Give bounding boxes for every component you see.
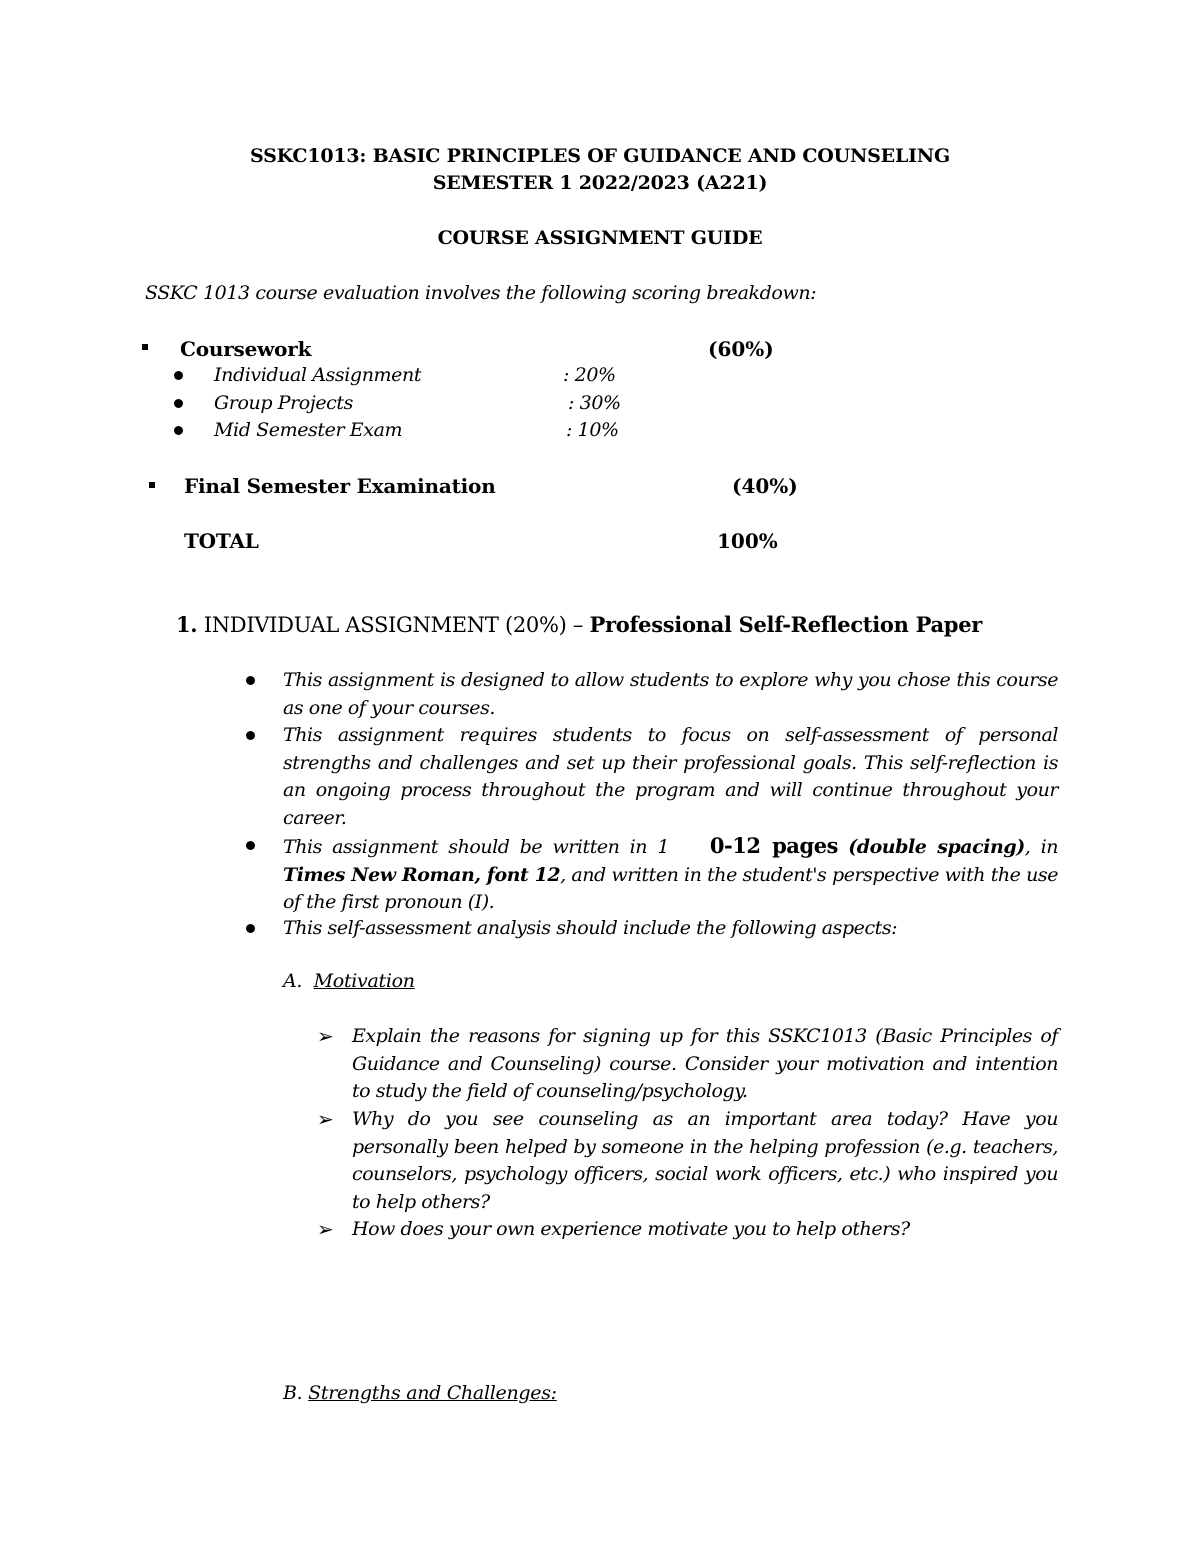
subsection-a-heading <box>283 970 415 992</box>
final-exam-percent: (40%) <box>732 474 798 498</box>
subsection-title: Motivation <box>313 970 415 992</box>
arrow-paragraph: How does your own experience motivate you to help others? <box>352 1218 910 1240</box>
dot-bullet-icon <box>246 731 255 740</box>
arrow-bullet-icon: ➢ <box>317 1107 334 1131</box>
intro-text: SSKC 1013 course evaluation involves the following scoring breakdown: <box>145 282 817 304</box>
square-bullet-icon <box>142 344 148 350</box>
final-exam-label: Final Semester Examination <box>184 474 496 498</box>
item-value: : 20% <box>563 364 616 386</box>
subsection-letter: A. <box>283 970 303 992</box>
section-heading <box>176 612 982 637</box>
total-label: TOTAL <box>184 529 259 553</box>
arrow-bullet-icon: ➢ <box>317 1217 334 1241</box>
section-number: 1. <box>176 612 198 637</box>
dot-bullet-icon <box>246 841 255 850</box>
square-bullet-icon <box>149 482 155 488</box>
dot-bullet-icon <box>246 924 255 933</box>
bullet-paragraph: This assignment requires students to focus on self-assessment of personal strengths and challenges and set up their professional goals. This self-reflection is an ongoing process throughout the program and will continue throughout your career. <box>283 724 1058 829</box>
semester-title: SEMESTER 1 2022/2023 (A221) <box>432 172 768 194</box>
b3-font: Times New Roman, font 12 <box>283 863 561 886</box>
b3-spacing: (double spacing) <box>848 836 1025 858</box>
course-title: SSKC1013: BASIC PRINCIPLES OF GUIDANCE AND COUNSELING <box>249 145 950 167</box>
section-title-part1: INDIVIDUAL ASSIGNMENT (20%) – <box>203 613 590 637</box>
item-label: Individual Assignment <box>214 364 422 386</box>
subsection-letter: B. <box>283 1382 303 1404</box>
dot-bullet-icon <box>174 399 183 408</box>
dot-bullet-icon <box>246 676 255 685</box>
bullet-paragraph <box>283 832 1058 917</box>
dot-bullet-icon <box>174 371 183 380</box>
section-title-part2: Professional Self-Reflection Paper <box>589 612 983 637</box>
coursework-percent: (60%) <box>708 337 774 361</box>
subsection-b-heading <box>283 1382 557 1404</box>
subsection-title: Strengths and Challenges: <box>308 1382 557 1404</box>
arrow-paragraph: Explain the reasons for signing up for this SSKC1013 (Basic Principles of Guidance and Counseling) course. Consider your motivation and intention to study the field of counseling/psychology. <box>352 1025 1058 1102</box>
bullet-paragraph: This self-assessment analysis should include the following aspects: <box>283 917 898 939</box>
b3-pages: 0-12 pages <box>709 833 838 858</box>
item-value: : 30% <box>568 392 621 414</box>
total-percent: 100% <box>717 529 778 553</box>
b3-text: This assignment should be written in 1 <box>283 836 680 858</box>
item-value: : 10% <box>566 419 619 441</box>
bullet-paragraph: This assignment is designed to allow students to explore why you chose this course as one of your courses. <box>283 669 1058 719</box>
b3-text: , in <box>1024 836 1058 858</box>
guide-title: COURSE ASSIGNMENT GUIDE <box>437 227 763 249</box>
item-label: Mid Semester Exam <box>214 419 403 441</box>
dot-bullet-icon <box>174 426 183 435</box>
item-label: Group Projects <box>214 392 354 414</box>
coursework-label: Coursework <box>180 337 312 361</box>
b3-text: , and written in the student's perspective with the use of the first pronoun (I). <box>283 863 1059 913</box>
arrow-bullet-icon: ➢ <box>317 1024 334 1048</box>
arrow-paragraph: Why do you see counseling as an important area today? Have you personally been helped by someone in the helping profession (e.g. teachers, counselors, psychology officers, social work officers, etc.) who inspired you to help others? <box>352 1108 1058 1213</box>
